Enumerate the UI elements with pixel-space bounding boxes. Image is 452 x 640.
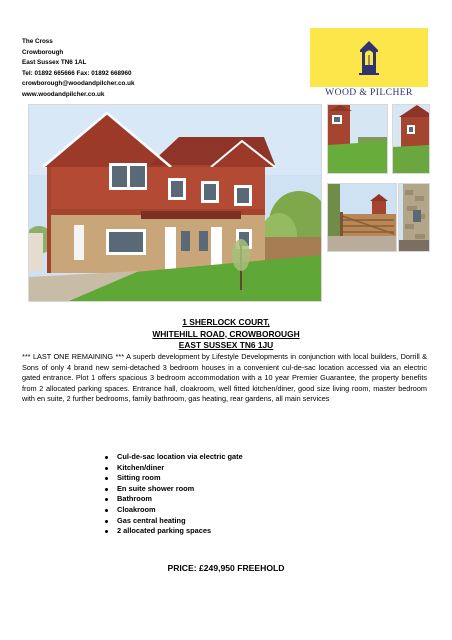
address-heading-line: EAST SUSSEX TN6 1JU (178, 340, 274, 350)
logo-wordmark: WOOD & PILCHER (310, 87, 428, 99)
thumbnail-photo-rear-lawn (327, 104, 388, 174)
feature-item: Bathroom (103, 494, 243, 505)
address-heading-line: WHITEHILL ROAD, CROWBOROUGH (152, 328, 300, 339)
thumbnail-photo-stone-wall (398, 183, 430, 252)
address-line: The Cross (22, 38, 53, 45)
address-heading-line: 1 SHERLOCK COURT, (182, 317, 270, 327)
property-description: *** LAST ONE REMAINING *** A superb development by Lifestyle Developments in conjunction with local builders, Dorrill & Sons of only 4 brand new semi-detached 3 bedroom houses in a convenient cul-de-sac location accessed via an electric gated entrance. Plot 1 offers spacious 3 bedroom accommodation with a 10 year Premier Guarantee, the property benefits from 2 allocated parking spaces. Entrance hall, cloakroom, well fitted kitchen/diner, good size living room, master bedroom with en suite, 2 further bedrooms, family bathroom, gas heating, rear gardens, all main services (22, 352, 427, 404)
features-list (103, 452, 243, 537)
feature-item: En suite shower room (103, 484, 243, 495)
feature-item: Sitting room (103, 473, 243, 484)
price-line: PRICE: £249,950 FREEHOLD (167, 563, 285, 573)
thumbnail-photo-side-view (392, 104, 430, 174)
website-link[interactable]: www.woodandpilcher.co.uk (22, 90, 105, 98)
email-link[interactable]: crowborough@woodandpilcher.co.uk (22, 80, 135, 87)
feature-item: 2 allocated parking spaces (103, 526, 243, 537)
feature-item: Gas central heating (103, 516, 243, 527)
thumbnail-photo-gated-entrance (327, 183, 397, 252)
main-property-photo (28, 104, 322, 302)
feature-item: Cul-de-sac location via electric gate (103, 452, 243, 463)
feature-item: Cloakroom (103, 505, 243, 516)
address-line: East Sussex TN6 1AL (22, 59, 87, 66)
feature-item: Kitchen/diner (103, 463, 243, 474)
property-address-heading (0, 317, 452, 352)
agent-address (22, 37, 135, 100)
agency-logo (310, 28, 428, 96)
house-emblem-icon (310, 28, 428, 96)
phone-fax-line: Tel: 01892 665666 Fax: 01892 668960 (22, 69, 132, 77)
address-line: Crowborough (22, 48, 64, 56)
